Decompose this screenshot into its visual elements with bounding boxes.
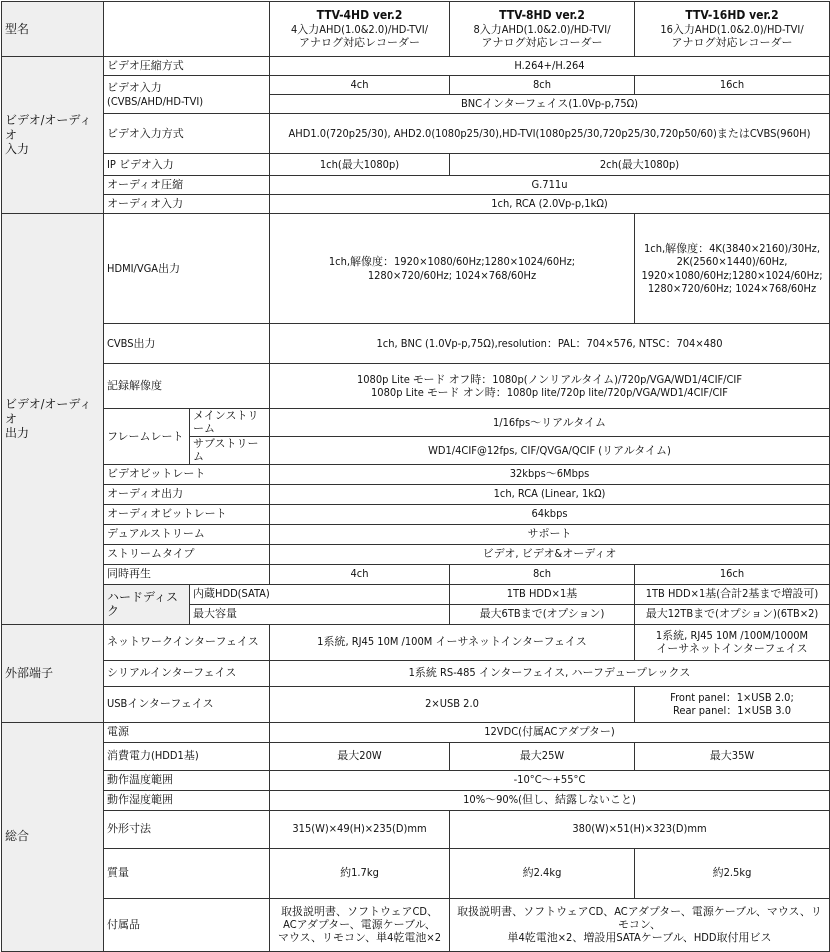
row-label: HDMI/VGA出力: [104, 214, 270, 324]
row-value: 約1.7kg: [270, 848, 450, 898]
row-value: サポート: [270, 524, 830, 544]
model-header-16hd: [635, 2, 830, 57]
row-value: 8ch: [450, 76, 635, 95]
row-label: ネットワークインターフェイス: [104, 624, 270, 660]
row-value: 1ch, RCA (Linear, 1kΩ): [270, 484, 830, 504]
model-desc: 8入力AHD(1.0&2.0)/HD-TVI/ アナログ対応レコーダー: [473, 22, 611, 50]
row-value: -10°C～+55°C: [270, 770, 830, 790]
row-label: 動作温度範囲: [104, 770, 270, 790]
row-value: 10%～90%(但し、結露しないこと): [270, 790, 830, 810]
row-label: CVBS出力: [104, 324, 270, 364]
row-label: フレームレート: [104, 409, 190, 465]
row-value: 12VDC(付属ACアダプター): [270, 722, 830, 742]
row-value: 最大35W: [635, 742, 830, 770]
row-label: ビデオ圧縮方式: [104, 57, 270, 76]
row-label: 消費電力(HDD1基): [104, 742, 270, 770]
row-value: 最大6TBまで(オプション): [450, 604, 635, 624]
row-value: 最大25W: [450, 742, 635, 770]
row-value: 8ch: [450, 564, 635, 584]
table-row: [2, 544, 830, 564]
row-value: 1ch,解像度：1920×1080/60Hz;1280×1024/60Hz; 1280×720/60Hz; 1024×768/60Hz: [270, 214, 635, 324]
model-name: TTV-4HD ver.2: [316, 8, 403, 23]
row-label: 動作湿度範囲: [104, 790, 270, 810]
row-value: 最大12TBまで(オプション)(6TB×2): [635, 604, 830, 624]
table-row: [2, 504, 830, 524]
row-label: オーディオ出力: [104, 484, 270, 504]
table-row: [2, 176, 830, 195]
table-row: [2, 770, 830, 790]
row-value: 取扱説明書、ソフトウェアCD、ACアダプター、電源ケーブル、マウス、リモコン、 単4乾電池×2、増設用SATAケーブル、HDD取付用ビス: [450, 898, 830, 951]
row-label: USBインターフェイス: [104, 686, 270, 722]
row-sublabel: サブストリーム: [190, 436, 270, 464]
row-value: 16ch: [635, 76, 830, 95]
category-video-audio-output: ビデオ/オーディオ 出力: [2, 214, 104, 625]
row-value: 1ch,解像度：4K(3840×2160)/30Hz, 2K(2560×1440)/60Hz, 1920×1080/60Hz;1280×1024/60Hz; 1280×720/60Hz; 1024×768/60Hz: [635, 214, 830, 324]
row-label: IP ビデオ入力: [104, 154, 270, 176]
table-row: [2, 848, 830, 898]
row-value: 315(W)×49(H)×235(D)mm: [270, 810, 450, 848]
row-value: BNCインターフェイス(1.0Vp-p,75Ω): [270, 95, 830, 114]
table-row: [2, 214, 830, 324]
header-blank: [104, 2, 270, 57]
row-label: シリアルインターフェイス: [104, 660, 270, 686]
row-label: ビデオ入力方式: [104, 114, 270, 154]
table-row: [2, 624, 830, 660]
row-value: WD1/4CIF@12fps, CIF/QVGA/QCIF (リアルタイム): [270, 436, 830, 464]
row-label: オーディオ圧縮: [104, 176, 270, 195]
row-label: 外形寸法: [104, 810, 270, 848]
table-row: [2, 722, 830, 742]
row-value: G.711u: [270, 176, 830, 195]
table-row: [2, 57, 830, 76]
model-label: 型名: [2, 2, 104, 57]
row-sublabel: メインストリーム: [190, 409, 270, 437]
row-label: 質量: [104, 848, 270, 898]
category-general: 総合: [2, 722, 104, 951]
row-label: 電源: [104, 722, 270, 742]
table-row: [2, 464, 830, 484]
table-row: [2, 524, 830, 544]
table-row: [2, 76, 830, 95]
row-label: ビデオ入力 (CVBS/AHD/HD-TVI): [104, 76, 270, 114]
table-row: [2, 660, 830, 686]
model-header-8hd: [450, 2, 635, 57]
row-value: 1系統 RS-485 インターフェイス, ハーフデュープレックス: [270, 660, 830, 686]
row-label: 内蔵HDD(SATA): [190, 584, 450, 604]
model-desc: 16入力AHD(1.0&2.0)/HD-TVI/ アナログ対応レコーダー: [660, 22, 804, 50]
row-value: 1TB HDD×1基: [450, 584, 635, 604]
table-row: [2, 484, 830, 504]
row-value: AHD1.0(720p25/30), AHD2.0(1080p25/30),HD-TVI(1080p25/30,720p25/30,720p50/60)またはCVBS(960H): [270, 114, 830, 154]
row-value: 約2.5kg: [635, 848, 830, 898]
table-row: [2, 898, 830, 951]
model-desc: 4入力AHD(1.0&2.0)/HD-TVI/ アナログ対応レコーダー: [290, 22, 429, 50]
table-row: [2, 790, 830, 810]
table-row: [2, 364, 830, 409]
row-value: 32kbps～6Mbps: [270, 464, 830, 484]
category-video-audio-input: ビデオ/オーディオ 入力: [2, 57, 104, 214]
row-label: オーディオ入力: [104, 195, 270, 214]
table-row: [2, 114, 830, 154]
row-label: デュアルストリーム: [104, 524, 270, 544]
model-name: TTV-8HD ver.2: [499, 8, 585, 23]
model-header-4hd: [270, 2, 450, 57]
row-value: ビデオ, ビデオ&オーディオ: [270, 544, 830, 564]
row-value: 1系統, RJ45 10M /100M イーサネットインターフェイス: [270, 624, 635, 660]
row-value: 1080p Lite モード オフ時：1080p(ノンリアルタイム)/720p/VGA/WD1/4CIF/CIF 1080p Lite モード オン時：1080p lite/720p lite/720p/VGA/WD1/4CIF/CIF: [270, 364, 830, 409]
row-label: ストリームタイプ: [104, 544, 270, 564]
row-value: 4ch: [270, 76, 450, 95]
row-label: 最大容量: [190, 604, 450, 624]
row-value: 1TB HDD×1基(合計2基まで増設可): [635, 584, 830, 604]
row-value: 取扱説明書、ソフトウェアCD、 ACアダプター、電源ケーブル、 マウス、リモコン、単4乾電池×2: [270, 898, 450, 951]
row-value: 16ch: [635, 564, 830, 584]
spec-table: [1, 1, 830, 952]
row-value: 1ch, BNC (1.0Vp-p,75Ω),resolution：PAL：704×576, NTSC：704×480: [270, 324, 830, 364]
table-row: [2, 409, 830, 437]
table-row: [2, 195, 830, 214]
row-value: 1系統, RJ45 10M /100M/1000M イーサネットインターフェイス: [635, 624, 830, 660]
row-label: 付属品: [104, 898, 270, 951]
category-hdd: ハードディスク: [104, 584, 190, 624]
row-value: 最大20W: [270, 742, 450, 770]
header-row: [2, 2, 830, 57]
row-label: ビデオビットレート: [104, 464, 270, 484]
row-value: Front panel：1×USB 2.0; Rear panel：1×USB 3.0: [635, 686, 830, 722]
row-label: 同時再生: [104, 564, 270, 584]
row-value: 1ch(最大1080p): [270, 154, 450, 176]
row-value: 2ch(最大1080p): [450, 154, 830, 176]
table-row: [2, 810, 830, 848]
row-value: 4ch: [270, 564, 450, 584]
table-row: [2, 154, 830, 176]
table-row: [2, 564, 830, 584]
row-value: 1/16fps～リアルタイム: [270, 409, 830, 437]
model-name: TTV-16HD ver.2: [685, 8, 779, 23]
row-value: 約2.4kg: [450, 848, 635, 898]
table-row: [2, 742, 830, 770]
table-row: [2, 324, 830, 364]
row-value: 380(W)×51(H)×323(D)mm: [450, 810, 830, 848]
table-row: [2, 686, 830, 722]
row-value: H.264+/H.264: [270, 57, 830, 76]
row-value: 2×USB 2.0: [270, 686, 635, 722]
row-value: 64kbps: [270, 504, 830, 524]
row-label: オーディオビットレート: [104, 504, 270, 524]
row-label: 記録解像度: [104, 364, 270, 409]
row-value: 1ch, RCA (2.0Vp-p,1kΩ): [270, 195, 830, 214]
table-row: [2, 584, 830, 604]
category-external: 外部端子: [2, 624, 104, 722]
